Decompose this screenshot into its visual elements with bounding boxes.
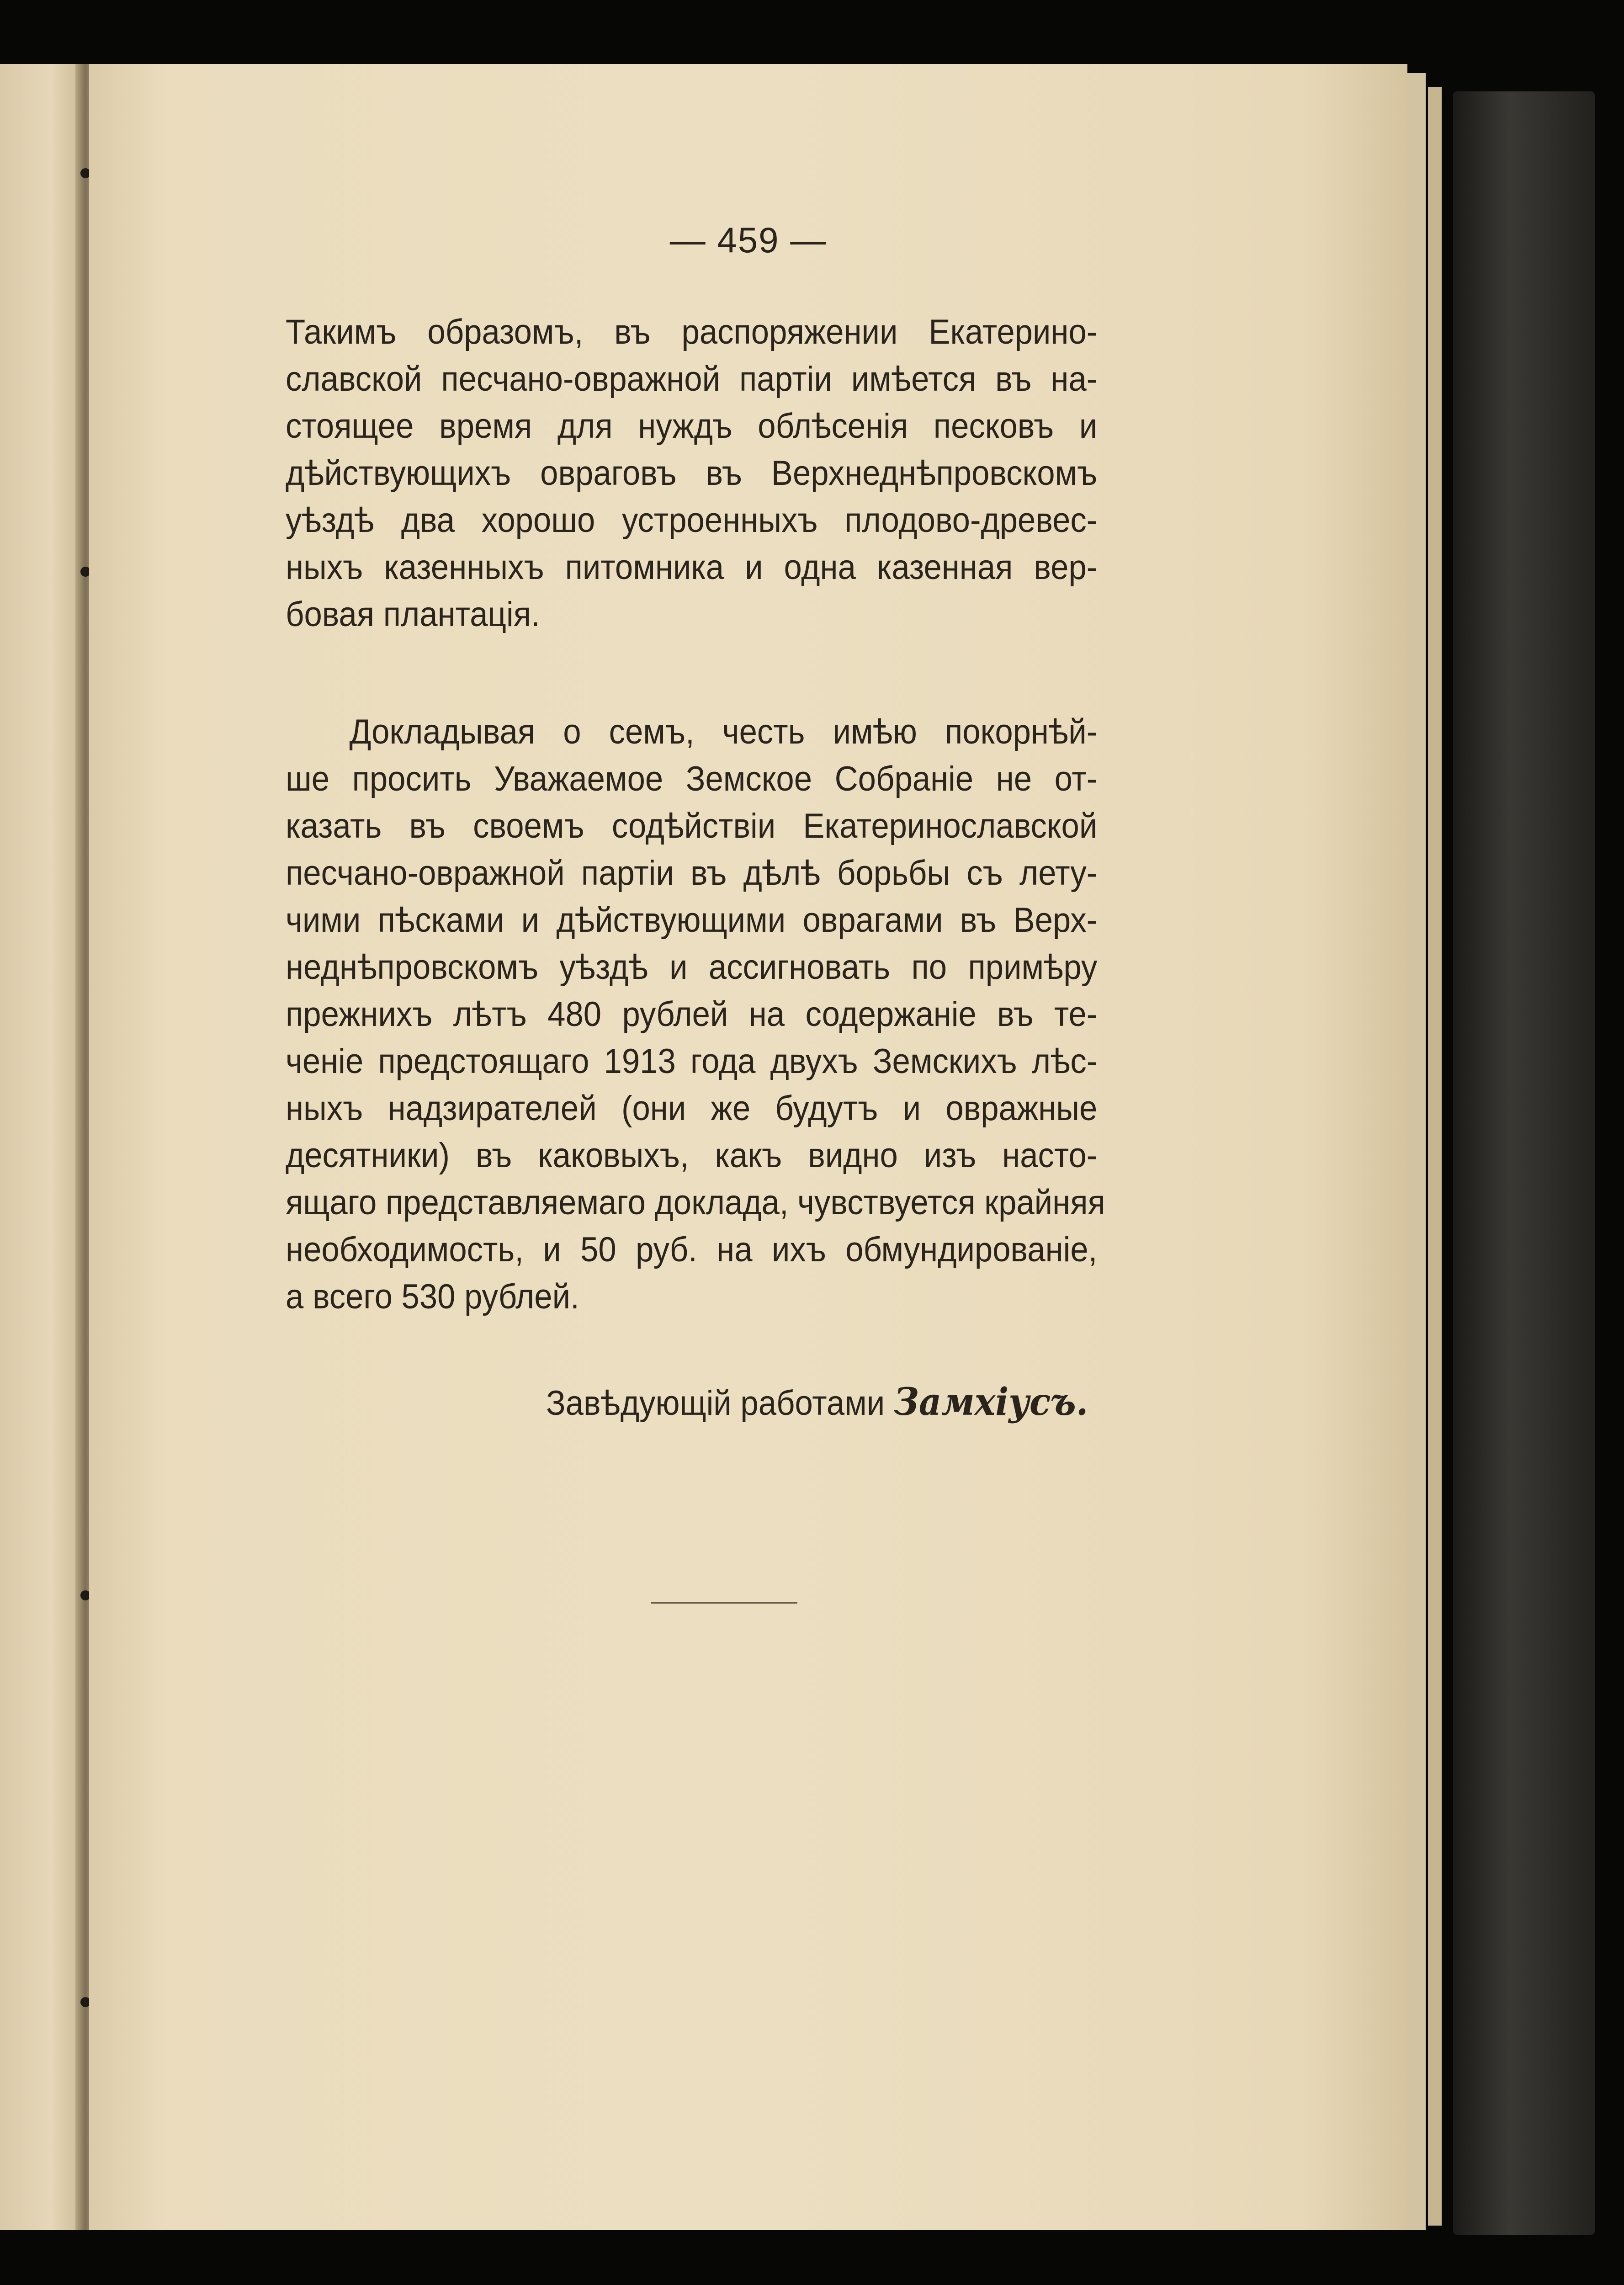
text-line: прежнихъ лѣтъ 480 рублей на содержанiе въ те- xyxy=(286,995,1098,1034)
text-line: ше просить Уважаемое Земское Собранiе не от- xyxy=(286,760,1098,798)
closing-rule xyxy=(651,1602,797,1604)
signature-title: Завѣдующiй работами xyxy=(546,1384,885,1423)
text-line: ченiе предстоящаго 1913 года двухъ Земскихъ лѣс- xyxy=(286,1042,1098,1081)
paragraph-2 xyxy=(286,708,1105,1320)
text-line: ныхъ надзирателей (они же будутъ и овражные xyxy=(286,1089,1098,1128)
book-cover xyxy=(1453,91,1595,2235)
text-line: бовая плантацiя. xyxy=(286,595,540,634)
page-stack-edge xyxy=(1407,73,1426,2230)
text-line: чими пѣсками и дѣйствующими оврагами въ Верх- xyxy=(286,901,1098,940)
text-line: Докладывая о семъ, честь имѣю покорнѣй- xyxy=(349,712,1098,751)
text-line: ныхъ казенныхъ питомника и одна казенная вер- xyxy=(286,548,1098,587)
previous-page-edge xyxy=(0,64,85,2230)
text-line: неднѣпровскомъ уѣздѣ и ассигновать по примѣру xyxy=(286,948,1098,987)
text-line: казать въ своемъ содѣйствiи Екатеринославской xyxy=(286,807,1098,845)
text-line: песчано-овражной партiи въ дѣлѣ борьбы съ лету- xyxy=(286,854,1098,893)
text-line: дѣйствующихъ овраговъ въ Верхнеднѣпровскомъ xyxy=(286,454,1098,493)
page-number: — 459 — xyxy=(669,220,827,260)
text-line: славской песчано-овражной партiи имѣется въ на- xyxy=(286,360,1098,399)
text-line: стоящее время для нуждъ облѣсенiя песковъ и xyxy=(286,407,1098,446)
signature-name: Замхiусъ. xyxy=(893,1380,1088,1424)
paragraph-1 xyxy=(286,308,1097,638)
signature-block xyxy=(546,1380,1088,1424)
text-line: уѣздѣ два хорошо устроенныхъ плодово-древес- xyxy=(286,501,1098,540)
text-line: необходимость, и 50 руб. на ихъ обмундированiе, xyxy=(286,1230,1098,1269)
text-line: Такимъ образомъ, въ распоряжении Екатерино- xyxy=(286,313,1098,351)
text-line: а всего 530 рублей. xyxy=(286,1277,579,1316)
book-page xyxy=(89,64,1407,2230)
page-stack-edge xyxy=(1428,87,1442,2226)
text-line: ящаго представляемаго доклада, чувствуется крайняя xyxy=(286,1183,1105,1222)
text-line: десятники) въ каковыхъ, какъ видно изъ насто- xyxy=(286,1136,1098,1175)
